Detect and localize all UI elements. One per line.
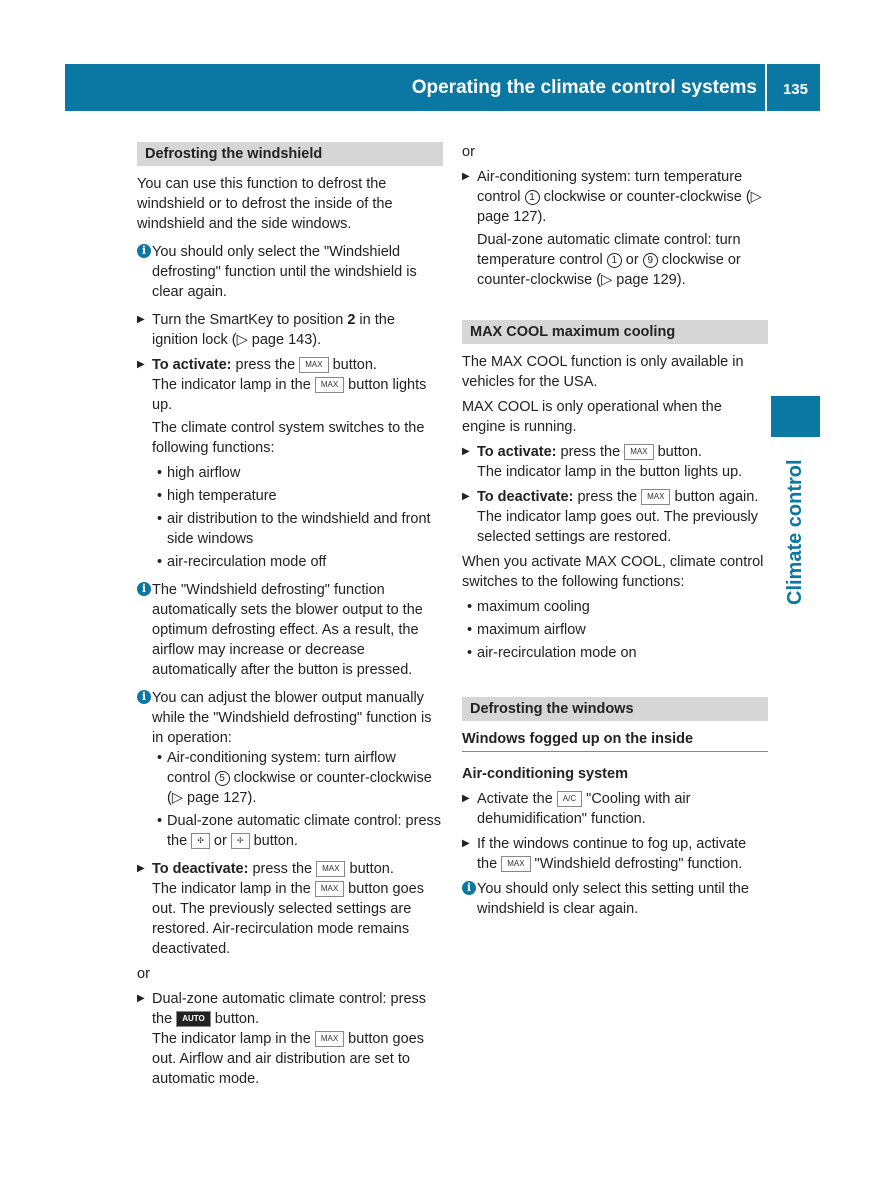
text: Activate the <box>477 791 557 807</box>
paragraph: The MAX COOL function is only available in vehicles for the USA. <box>462 354 744 390</box>
info-text: You should only select this setting until the windshield is clear again. <box>477 881 749 917</box>
text: Air-conditioning system: turn airflow control <box>167 750 396 786</box>
windshield-defrost-button-icon: MAX <box>315 377 344 393</box>
text: To activate: <box>152 357 232 373</box>
text: in the ignition lock (▷ page 143). <box>152 312 395 348</box>
step <box>462 789 768 829</box>
text: button. <box>345 861 394 877</box>
subheading: Air-conditioning system <box>462 766 628 782</box>
step <box>137 859 443 959</box>
text: press the <box>248 861 317 877</box>
text: clockwise or counter-clockwise (▷ page 129). <box>477 252 741 288</box>
list-item <box>152 748 443 808</box>
text: button. <box>210 1011 260 1027</box>
paragraph: You can use this function to defrost the windshield or to defrost the inside of the windshield and the side windows. <box>137 176 393 232</box>
text: To deactivate: <box>152 861 249 877</box>
page-number: 135 <box>782 81 808 98</box>
fan-increase-icon: ✣ <box>191 833 210 849</box>
header-divider <box>765 64 767 111</box>
list-item <box>152 811 443 851</box>
text: press the <box>231 357 300 373</box>
arrow-icon: ▶ <box>462 171 470 182</box>
text: The indicator lamp in the <box>152 377 315 393</box>
list-item: • high airflow <box>152 463 443 483</box>
side-tab-label: Climate control <box>784 459 806 605</box>
info-icon: i <box>137 690 151 704</box>
max-cool-button-icon: MAX <box>641 489 670 505</box>
side-tab-marker <box>771 396 820 437</box>
windshield-defrost-button-icon: MAX <box>299 357 328 373</box>
arrow-icon: ▶ <box>137 359 145 370</box>
arrow-icon: ▶ <box>137 314 145 325</box>
control-5-icon: 5 <box>215 771 230 786</box>
step <box>462 487 768 547</box>
text: button goes out. Airflow and air distribution are set to automatic mode. <box>152 1031 424 1087</box>
section-heading: MAX COOL maximum cooling <box>462 320 768 344</box>
windshield-defrost-button-icon: MAX <box>316 861 345 877</box>
info-icon: i <box>137 244 151 258</box>
text: Turn the SmartKey to position <box>152 312 348 328</box>
list-item: • high temperature <box>152 486 443 506</box>
subheading: Windows fogged up on the inside <box>462 729 768 752</box>
text: 2 <box>347 312 356 328</box>
text: button. <box>249 833 298 849</box>
text: or <box>621 252 643 268</box>
text: To deactivate: <box>477 489 574 505</box>
step <box>137 989 443 1089</box>
info-note <box>137 580 443 680</box>
max-cool-button-icon: MAX <box>624 444 653 460</box>
arrow-icon: ▶ <box>137 863 145 874</box>
text: Air-conditioning system: turn temperature control <box>477 169 743 205</box>
text: or <box>209 833 231 849</box>
windshield-defrost-button-icon: MAX <box>315 1031 344 1047</box>
text: The climate control system switches to the following functions: <box>152 420 425 456</box>
text: clockwise or counter-clockwise (▷ page 127). <box>477 189 762 225</box>
text: "Cooling with air dehumidification" function. <box>477 791 691 827</box>
list-item: • air-recirculation mode on <box>462 643 768 663</box>
list-item: • maximum cooling <box>462 597 768 617</box>
text: button goes out. The previously selected settings are restored. Air-recirculation mode remains deactivated. <box>152 881 424 957</box>
text: button. <box>653 444 702 460</box>
fan-decrease-icon: ✢ <box>231 833 250 849</box>
text: Dual-zone automatic climate control: turn temperature control <box>477 232 741 268</box>
info-text: You should only select the "Windshield defrosting" function until the windshield is clear again. <box>152 244 417 300</box>
step <box>462 834 768 874</box>
list-item: • air-recirculation mode off <box>152 552 443 572</box>
text: To activate: <box>477 444 557 460</box>
section-heading: Defrosting the windows <box>462 697 768 721</box>
auto-button-icon: AUTO <box>176 1011 211 1027</box>
windshield-defrost-button-icon: MAX <box>501 856 530 872</box>
text: The indicator lamp in the <box>152 1031 315 1047</box>
step <box>462 167 768 290</box>
info-icon: i <box>462 881 476 895</box>
text: button. <box>328 357 377 373</box>
text: clockwise or counter-clockwise (▷ page 127). <box>167 770 432 806</box>
left-column <box>137 142 443 1094</box>
arrow-icon: ▶ <box>462 838 470 849</box>
text: The indicator lamp in the <box>152 881 315 897</box>
header-bar <box>65 64 820 111</box>
text: button again. <box>670 489 759 505</box>
right-column <box>462 142 768 927</box>
text: The indicator lamp in the button lights up. <box>477 464 743 480</box>
paragraph: When you activate MAX COOL, climate control switches to the following functions: <box>462 554 764 590</box>
ac-button-icon: A/C <box>557 791 582 807</box>
step <box>462 442 768 482</box>
control-1-icon: 1 <box>525 190 540 205</box>
info-note <box>462 879 768 919</box>
info-icon: i <box>137 582 151 596</box>
text: press the <box>573 489 642 505</box>
paragraph: MAX COOL is only operational when the engine is running. <box>462 399 722 435</box>
windshield-defrost-button-icon: MAX <box>315 881 344 897</box>
page-header-title: Operating the climate control systems <box>411 77 757 98</box>
or-text: or <box>137 966 150 982</box>
section-heading: Defrosting the windshield <box>137 142 443 166</box>
control-9-icon: 9 <box>643 253 658 268</box>
step <box>137 310 443 350</box>
text: button lights up. <box>152 377 427 413</box>
arrow-icon: ▶ <box>462 491 470 502</box>
arrow-icon: ▶ <box>137 993 145 1004</box>
arrow-icon: ▶ <box>462 793 470 804</box>
text: If the windows continue to fog up, activate the <box>477 836 747 872</box>
info-note <box>137 242 443 302</box>
text: press the <box>556 444 625 460</box>
info-text: You can adjust the blower output manually while the "Windshield defrosting" function is in operation: <box>152 690 432 746</box>
control-1-icon: 1 <box>607 253 622 268</box>
info-text: The "Windshield defrosting" function automatically sets the blower output to the optimum defrosting effect. As a result, the airflow may increase or decrease automatically after the button is pressed. <box>152 582 423 678</box>
arrow-icon: ▶ <box>462 446 470 457</box>
text: "Windshield defrosting" function. <box>530 856 743 872</box>
text: Dual-zone automatic climate control: press the <box>167 813 442 849</box>
step <box>137 355 443 572</box>
or-text: or <box>462 144 475 160</box>
list-item: • maximum airflow <box>462 620 768 640</box>
text: The indicator lamp goes out. The previously selected settings are restored. <box>477 509 759 545</box>
text: Dual-zone automatic climate control: press the <box>152 991 427 1027</box>
list-item: • air distribution to the windshield and front side windows <box>152 509 443 549</box>
info-note <box>137 688 443 851</box>
